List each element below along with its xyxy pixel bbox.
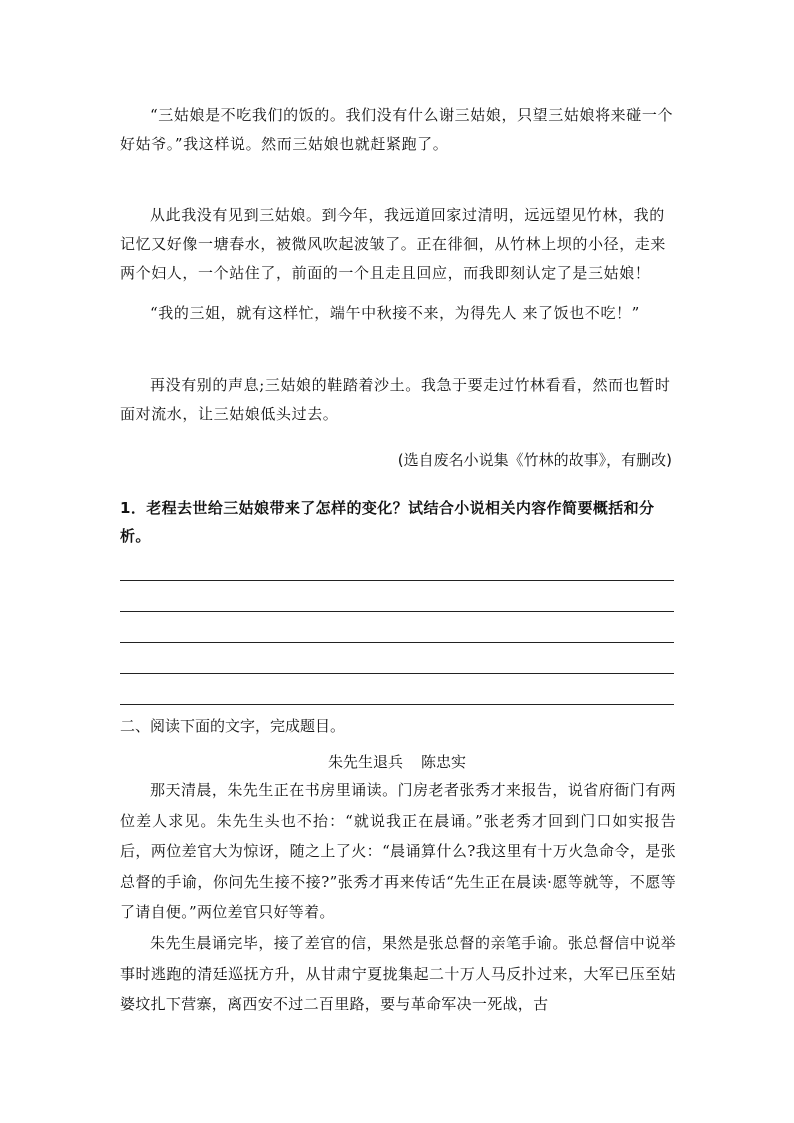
answer-line[interactable] xyxy=(120,642,674,643)
question-text: 1．老程去世给三姑娘带来了怎样的变化？试结合小说相关内容作简要概括和分析。 xyxy=(120,499,655,545)
paragraph: 那天清晨，朱先生正在书房里诵读。门房老者张秀才来报告，说省府衙门有两位差人求见。朱先生头也不抬：“就说我正在晨诵。”张老秀才回到门口如实报告后，两位差官大为惊讶，随之上了火：“晨诵算什么?我这里有十万火急命令，是张总督的手谕，你问先生接不接?”张秀才再来传话“先生正在晨读·愿等就等，不愿等了请自便。”两位差官只好等着。 xyxy=(120,781,676,921)
article-title xyxy=(0,751,794,773)
paragraph: “我的三姐，就有这样忙，端午中秋接不来，为得先人 来了饭也不吃！” xyxy=(150,304,640,322)
paragraph: 朱先生晨诵完毕，接了差官的信，果然是张总督的亲笔手谕。张总督信中说举事时逃跑的清廷巡抚方升，从甘肃宁夏拢集起二十万人马反扑过来，大军已压至姑婆坟扎下营寨，离西安不过二百里路，要与革命军决一死战，古 xyxy=(120,934,676,1013)
answer-line[interactable] xyxy=(120,611,674,612)
section-heading: 二、阅读下面的文字，完成题目。 xyxy=(120,717,346,735)
author-name: 陈忠实 xyxy=(421,753,467,771)
paragraph: 从此我没有见到三姑娘。到今年，我远道回家过清明，远远望见竹林，我的记忆又好像一塘春水，被微风吹起波皱了。正在徘徊，从竹林上坝的小径，走来两个妇人，一个站住了，前面的一个且走且回应，而我即刻认定了是三姑娘！ xyxy=(120,206,667,282)
title-text: 朱先生退兵 xyxy=(327,753,403,771)
paragraph: 再没有别的声息;三姑娘的鞋踏着沙土。我急于要走过竹林看看，然而也暂时面对流水，让三姑娘低头过去。 xyxy=(120,376,671,423)
answer-line[interactable] xyxy=(120,580,674,581)
source-citation: (选自废名小说集《竹林的故事》，有删改) xyxy=(397,451,672,469)
answer-line[interactable] xyxy=(120,673,674,674)
paragraph: “三姑娘是不吃我们的饭的。我们没有什么谢三姑娘，只望三姑娘将来碰一个好姑爷。”我这样说。然而三姑娘也就赶紧跑了。 xyxy=(120,106,674,153)
answer-line[interactable] xyxy=(120,704,674,705)
